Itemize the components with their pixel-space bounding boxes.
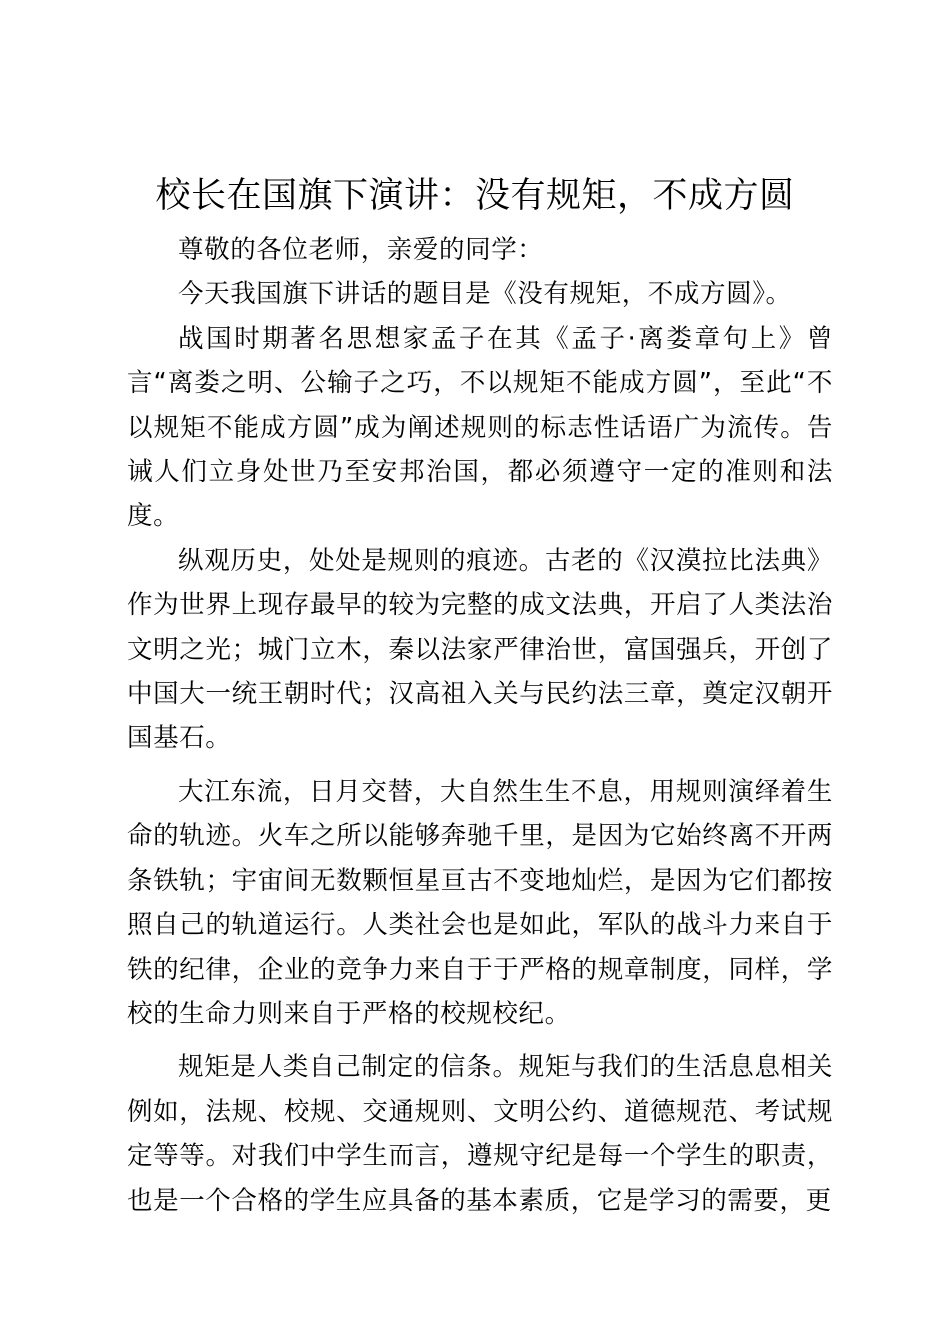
- paragraph-topic: 今天我国旗下讲话的题目是《没有规矩，不成方圆》。: [178, 279, 792, 310]
- paragraph-greeting: 尊敬的各位老师，亲爱的同学：: [178, 235, 544, 265]
- paragraph-mencius: 战国时期著名思想家孟子在其《孟子·离娄章句上》曾言“离娄之明、公输子之巧，不以规矩不能成方圆”，至此“不以规矩不能成方圆”成为阐述规则的标志性话语广为流传。告诫人们立身处世乃至安邦治国，都必须遵守一定的准则和法度。: [127, 323, 833, 532]
- paragraph-rules: 规矩是人类自己制定的信条。规矩与我们的生活息息相关例如，法规、校规、交通规则、文明公约、道德规范、考试规定等等。对我们中学生而言，遵规守纪是每一个学生的职责，也是一个合格的学生应具备的基本素质，它是学习的需要，更: [127, 1052, 833, 1216]
- paragraph-history: 纵观历史，处处是规则的痕迹。古老的《汉漠拉比法典》作为世界上现存最早的较为完整的成文法典，开启了人类法治文明之光；城门立木，秦以法家严律治世，富国强兵，开创了中国大一统王朝时代；汉高祖入关与民约法三章，奠定汉朝开国基石。: [127, 545, 833, 754]
- paragraph-nature: 大江东流，日月交替，大自然生生不息，用规则演绎着生命的轨迹。火车之所以能够奔驰千里，是因为它始终离不开两条铁轨；宇宙间无数颗恒星亘古不变地灿烂，是因为它们都按照自己的轨道运行。人类社会也是如此，军队的战斗力来自于铁的纪律，企业的竞争力来自于于严格的规章制度，同样，学校的生命力则来自于严格的校规校纪。: [127, 776, 833, 1029]
- document-body: [127, 228, 833, 1223]
- document-title: 校长在国旗下演讲：没有规矩，不成方圆: [155, 176, 795, 216]
